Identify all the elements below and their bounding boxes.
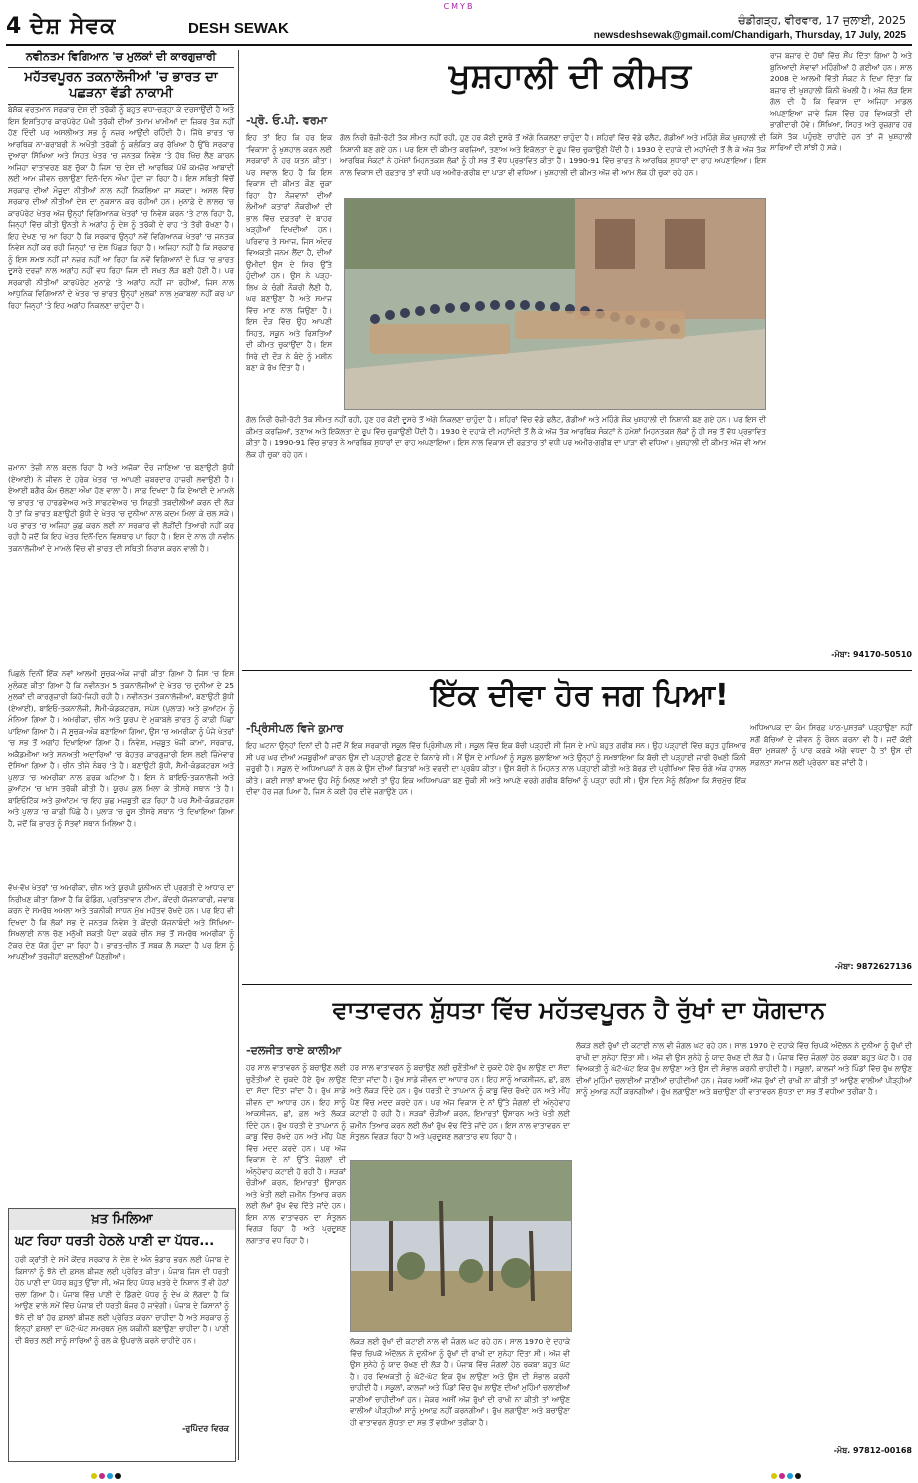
article-price-headline: ਖੁਸ਼ਹਾਲੀ ਦੀ ਕੀਮਤ: [449, 56, 691, 96]
header-date-punjabi: ਚੰਡੀਗੜ੍ਹ, ਵੀਰਵਾਰ, 17 ਜੁਲਾਈ, 2025: [738, 14, 906, 27]
article-price-author-note: -ਮੋਬਾ: 94170-50510: [831, 650, 912, 659]
article-diva-author-note: -ਮੋਬਾ: 9872627136: [834, 962, 912, 971]
article-price-body-left: ਇਹ ਤਾਂ ਇਹ ਕਿ ਹਰ ਇਕ 'ਵਿਕਾਸ' ਨੂੰ ਖੁਸ਼ਹਾਲ ਕਰਨ ਲਈ ਸਰਕਾਰਾਂ ਨੇ ਹਰ ਯਤਨ ਕੀਤਾ। ਪਰ ਸਵਾਲ ਇਹ ਹੈ ਕਿ ਇਸ ਵਿਕਾਸ ਦੀ ਕੀਮਤ ਕੌਣ ਚੁਕਾ ਰਿਹਾ ਹੈ? ਨੌਜਵਾਨਾਂ ਦੀਆਂ ਲੰਮੀਆਂ ਕਤਾਰਾਂ ਨੌਕਰੀਆਂ ਦੀ ਭਾਲ ਵਿੱਚ ਦਫ਼ਤਰਾਂ ਦੇ ਬਾਹਰ ਖੜ੍ਹੀਆਂ ਦਿਖਦੀਆਂ ਹਨ। ਪਰਿਵਾਰ ਤੇ ਸਮਾਜ, ਜਿਸ ਅੰਦਰ ਵਿਅਕਤੀ ਜਨਮ ਲੈਂਦਾ ਹੈ, ਦੀਆਂ ਉਮੀਦਾਂ ਉਸ ਦੇ ਸਿਰ ਉੱਤੇ ਹੁੰਦੀਆਂ ਹਨ। ਉਸ ਨੇ ਪੜ੍ਹ-ਲਿਖ ਕੇ ਚੰਗੀ ਨੌਕਰੀ ਲੈਣੀ ਹੈ, ਘਰ ਬਣਾਉਣਾ ਹੈ ਅਤੇ ਸਮਾਜ ਵਿੱਚ ਮਾਣ ਨਾਲ ਜਿਉਣਾ ਹੈ। ਇਸ ਦੌੜ ਵਿੱਚ ਉਹ ਆਪਣੀ ਸਿਹਤ, ਸਕੂਨ ਅਤੇ ਰਿਸ਼ਤਿਆਂ ਦੀ ਕੀਮਤ ਚੁਕਾਉਂਦਾ ਹੈ। ਇਸ ਸਿਰੇ ਦੀ ਦੌੜ ਨੇ ਬੰਦੇ ਨੂੰ ਮਸ਼ੀਨ ਬਣਾ ਕੇ ਰੱਖ ਦਿੱਤਾ ਹੈ।: [246, 133, 332, 372]
article-trees-body-mid: ਹਰ ਸਾਲ ਵਾਤਾਵਰਨ ਨੂੰ ਬਚਾਉਣ ਲਈ ਚੁਣੌਤੀਆਂ ਦੇ ਚੁਕਦੇ ਹੋਏ ਰੁੱਖ ਲਾਉਣ ਦਾ ਸੱਦਾ ਦਿੱਤਾ ਜਾਂਦਾ ਹੈ। ਰੁੱਖ ਸਾਡੇ ਜੀਵਨ ਦਾ ਆਧਾਰ ਹਨ। ਇਹ ਸਾਨੂੰ ਆਕਸੀਜਨ, ਛਾਂ, ਫ਼ਲ ਅਤੇ ਲੱਕੜ ਦਿੰਦੇ ਹਨ। ਰੁੱਖ ਧਰਤੀ ਦੇ ਤਾਪਮਾਨ ਨੂੰ ਕਾਬੂ ਵਿੱਚ ਰੱਖਦੇ ਹਨ ਅਤੇ ਮੀਂਹ ਪੈਣ ਵਿੱਚ ਮਦਦ ਕਰਦੇ ਹਨ। ਪਰ ਅੱਜ ਵਿਕਾਸ ਦੇ ਨਾਂ ਉੱਤੇ ਜੰਗਲਾਂ ਦੀ ਅੰਨ੍ਹੇਵਾਹ ਕਟਾਈ ਹੋ ਰਹੀ ਹੈ। ਸੜਕਾਂ ਚੌੜੀਆਂ ਕਰਨ, ਇਮਾਰਤਾਂ ਉਸਾਰਨ ਅਤੇ ਖੇਤੀ ਲਈ ਜ਼ਮੀਨ ਤਿਆਰ ਕਰਨ ਲਈ ਲੱਖਾਂ ਰੁੱਖ ਵੱਢ ਦਿੱਤੇ ਜਾਂਦੇ ਹਨ। ਇਸ ਨਾਲ ਵਾਤਾਵਰਨ ਦਾ ਸੰਤੁਲਨ ਵਿਗੜ ਰਿਹਾ ਹੈ ਅਤੇ ਪ੍ਰਦੂਸ਼ਣ ਲਗਾਤਾਰ ਵਧ ਰਿਹਾ ਹੈ।: [350, 1063, 571, 1141]
deforestation-photo: [350, 1160, 572, 1332]
editorial-kicker: ਨਵੀਨਤਮ ਵਿਗਿਆਨ 'ਚ ਮੁਲਕਾਂ ਦੀ ਕਾਰਗੁਜ਼ਾਰੀ: [25, 50, 217, 63]
article-trees-headline: ਵਾਤਾਵਰਨ ਸ਼ੁੱਧਤਾ ਵਿੱਚ ਮਹੱਤਵਪੂਰਨ ਹੈ ਰੁੱਖਾਂ ਦਾ ਯੋਗਦਾਨ: [332, 996, 826, 1024]
queue-photo-graphic: [345, 199, 765, 409]
article-trees-byline: -ਦਲਜੀਤ ਰਾਏ ਕਾਲੀਆ: [246, 1044, 342, 1057]
letters-body: ਹਰੀ ਕ੍ਰਾਂਤੀ ਦੇ ਸਮੇਂ ਕੇਂਦਰ ਸਰਕਾਰ ਨੇ ਦੇਸ਼ ਦੇ ਅੰਨ ਭੰਡਾਰ ਭਰਨ ਲਈ ਪੰਜਾਬ ਦੇ ਕਿਸਾਨਾਂ ਨੂੰ ਝੋਨੇ ਦੀ ਫ਼ਸਲ ਬੀਜਣ ਲਈ ਪ੍ਰੇਰਿਤ ਕੀਤਾ। ਪੰਜਾਬ ਜਿਸ ਦੀ ਧਰਤੀ ਹੇਠ ਪਾਣੀ ਦਾ ਪੱਧਰ ਬਹੁਤ ਉੱਚਾ ਸੀ, ਅੱਜ ਇਹ ਪੱਧਰ ਖ਼ਤਰੇ ਦੇ ਨਿਸ਼ਾਨ ਤੋਂ ਵੀ ਹੇਠਾਂ ਚਲਾ ਗਿਆ ਹੈ। ਪੰਜਾਬ ਵਿੱਚ ਪਾਣੀ ਦੇ ਡਿੱਗਦੇ ਪੱਧਰ ਨੂੰ ਦੇਖ ਕੇ ਲੱਗਦਾ ਹੈ ਕਿ ਆਉਣ ਵਾਲੇ ਸਮੇਂ ਵਿੱਚ ਪੰਜਾਬ ਦੀ ਧਰਤੀ ਬੰਜਰ ਹੋ ਜਾਵੇਗੀ। ਪੰਜਾਬ ਦੇ ਕਿਸਾਨਾਂ ਨੂੰ ਝੋਨੇ ਦੀ ਥਾਂ ਹੋਰ ਫ਼ਸਲਾਂ ਬੀਜਣ ਲਈ ਪ੍ਰੇਰਿਤ ਕਰਨਾ ਚਾਹੀਦਾ ਹੈ ਅਤੇ ਸਰਕਾਰ ਨੂੰ ਇਨ੍ਹਾਂ ਫ਼ਸਲਾਂ ਦਾ ਘੱਟੋ-ਘੱਟ ਸਮਰਥਨ ਮੁੱਲ ਯਕੀਨੀ ਬਣਾਉਣਾ ਚਾਹੀਦਾ ਹੈ। ਪਾਣੀ ਦੀ ਬੱਚਤ ਲਈ ਸਾਨੂੰ ਸਾਰਿਆਂ ਨੂੰ ਰਲ ਕੇ ਉਪਰਾਲੇ ਕਰਨੇ ਚਾਹੀਦੇ ਹਨ।: [15, 1255, 229, 1345]
registration-mark: CMYB: [443, 2, 475, 11]
article-trees-body-right: ਲੱਕੜ ਲਈ ਰੁੱਖਾਂ ਦੀ ਕਟਾਈ ਨਾਲ ਵੀ ਜੰਗਲ ਘਟ ਰਹੇ ਹਨ। ਸਾਲ 1970 ਦੇ ਦਹਾਕੇ ਵਿੱਚ ਚਿਪਕੋ ਅੰਦੋਲਨ ਨੇ ਦੁਨੀਆ ਨੂੰ ਰੁੱਖਾਂ ਦੀ ਰਾਖੀ ਦਾ ਸੁਨੇਹਾ ਦਿੱਤਾ ਸੀ। ਅੱਜ ਵੀ ਉਸ ਸੁਨੇਹੇ ਨੂੰ ਯਾਦ ਰੱਖਣ ਦੀ ਲੋੜ ਹੈ। ਪੰਜਾਬ ਵਿੱਚ ਜੰਗਲਾਂ ਹੇਠ ਰਕਬਾ ਬਹੁਤ ਘੱਟ ਹੈ। ਹਰ ਵਿਅਕਤੀ ਨੂੰ ਘੱਟੋ-ਘੱਟ ਇਕ ਰੁੱਖ ਲਾਉਣਾ ਅਤੇ ਉਸ ਦੀ ਸੰਭਾਲ ਕਰਨੀ ਚਾਹੀਦੀ ਹੈ। ਸਕੂਲਾਂ, ਕਾਲਜਾਂ ਅਤੇ ਪਿੰਡਾਂ ਵਿੱਚ ਰੁੱਖ ਲਾਉਣ ਦੀਆਂ ਮੁਹਿੰਮਾਂ ਚਲਾਈਆਂ ਜਾਣੀਆਂ ਚਾਹੀਦੀਆਂ ਹਨ। ਜੇਕਰ ਅਸੀਂ ਅੱਜ ਰੁੱਖਾਂ ਦੀ ਰਾਖੀ ਨਾ ਕੀਤੀ ਤਾਂ ਆਉਣ ਵਾਲੀਆਂ ਪੀੜ੍ਹੀਆਂ ਸਾਨੂੰ ਮੁਆਫ਼ ਨਹੀਂ ਕਰਨਗੀਆਂ। ਰੁੱਖ ਲਗਾਉਣਾ ਅਤੇ ਬਚਾਉਣਾ ਹੀ ਵਾਤਾਵਰਨ ਸ਼ੁੱਧਤਾ ਦਾ ਸਭ ਤੋਂ ਵਧੀਆ ਤਰੀਕਾ ਹੈ।: [576, 1041, 912, 1096]
section-rule: [242, 670, 912, 671]
editorial-headline: ਮਹੱਤਵਪੂਰਨ ਤਕਨਾਲੋਜੀਆਂ 'ਚ ਭਾਰਤ ਦਾ ਪਛੜਨਾ ਵੱਡੀ ਨਾਕਾਮੀ: [8, 67, 234, 105]
article-price-body-continued: ਗੱਲ ਨਿਰੀ ਰੋਜ਼ੀ-ਰੋਟੀ ਤੱਕ ਸੀਮਤ ਨਹੀਂ ਰਹੀ, ਹੁਣ ਹਰ ਕੋਈ ਦੂਸਰੇ ਤੋਂ ਅੱਗੇ ਨਿਕਲਣਾ ਚਾਹੁੰਦਾ ਹੈ। ਸ਼ਹਿਰਾਂ ਵਿੱਚ ਵੱਡੇ ਫਲੈਟ, ਗੱਡੀਆਂ ਅਤੇ ਮਹਿੰਗੇ ਸ਼ੌਕ ਖੁਸ਼ਹਾਲੀ ਦੀ ਨਿਸ਼ਾਨੀ ਬਣ ਗਏ ਹਨ। ਪਰ ਇਸ ਦੀ ਕੀਮਤ ਕਰਜ਼ਿਆਂ, ਤਣਾਅ ਅਤੇ ਇਕੱਲਤਾ ਦੇ ਰੂਪ ਵਿੱਚ ਚੁਕਾਉਣੀ ਪੈਂਦੀ ਹੈ। 1930 ਦੇ ਦਹਾਕੇ ਦੀ ਮਹਾਂਮੰਦੀ ਤੋਂ ਲੈ ਕੇ ਅੱਜ ਤੱਕ ਆਰਥਿਕ ਸੰਕਟਾਂ ਨੇ ਹਮੇਸ਼ਾਂ ਮਿਹਨਤਕਸ਼ ਲੋਕਾਂ ਨੂੰ ਹੀ ਸਭ ਤੋਂ ਵੱਧ ਪ੍ਰਭਾਵਿਤ ਕੀਤਾ ਹੈ। 1990-91 ਵਿੱਚ ਭਾਰਤ ਨੇ ਆਰਥਿਕ ਸੁਧਾਰਾਂ ਦਾ ਰਾਹ ਅਪਣਾਇਆ। ਇਸ ਨਾਲ ਵਿਕਾਸ ਦੀ ਰਫ਼ਤਾਰ ਤਾਂ ਵਧੀ ਪਰ ਅਮੀਰ-ਗਰੀਬ ਦਾ ਪਾੜਾ ਵੀ ਵਧਿਆ। ਖੁਸ਼ਹਾਲੀ ਦੀ ਕੀਮਤ ਅੱਜ ਵੀ ਆਮ ਲੋਕ ਹੀ ਚੁਕਾ ਰਹੇ ਹਨ।: [246, 415, 766, 459]
article-trees-body-left: ਹਰ ਸਾਲ ਵਾਤਾਵਰਨ ਨੂੰ ਬਚਾਉਣ ਲਈ ਚੁਣੌਤੀਆਂ ਦੇ ਚੁਕਦੇ ਹੋਏ ਰੁੱਖ ਲਾਉਣ ਦਾ ਸੱਦਾ ਦਿੱਤਾ ਜਾਂਦਾ ਹੈ। ਰੁੱਖ ਸਾਡੇ ਜੀਵਨ ਦਾ ਆਧਾਰ ਹਨ। ਇਹ ਸਾਨੂੰ ਆਕਸੀਜਨ, ਛਾਂ, ਫ਼ਲ ਅਤੇ ਲੱਕੜ ਦਿੰਦੇ ਹਨ। ਰੁੱਖ ਧਰਤੀ ਦੇ ਤਾਪਮਾਨ ਨੂੰ ਕਾਬੂ ਵਿੱਚ ਰੱਖਦੇ ਹਨ ਅਤੇ ਮੀਂਹ ਪੈਣ ਵਿੱਚ ਮਦਦ ਕਰਦੇ ਹਨ। ਪਰ ਅੱਜ ਵਿਕਾਸ ਦੇ ਨਾਂ ਉੱਤੇ ਜੰਗਲਾਂ ਦੀ ਅੰਨ੍ਹੇਵਾਹ ਕਟਾਈ ਹੋ ਰਹੀ ਹੈ। ਸੜਕਾਂ ਚੌੜੀਆਂ ਕਰਨ, ਇਮਾਰਤਾਂ ਉਸਾਰਨ ਅਤੇ ਖੇਤੀ ਲਈ ਜ਼ਮੀਨ ਤਿਆਰ ਕਰਨ ਲਈ ਲੱਖਾਂ ਰੁੱਖ ਵੱਢ ਦਿੱਤੇ ਜਾਂਦੇ ਹਨ। ਇਸ ਨਾਲ ਵਾਤਾਵਰਨ ਦਾ ਸੰਤੁਲਨ ਵਿਗੜ ਰਿਹਾ ਹੈ ਅਤੇ ਪ੍ਰਦੂਸ਼ਣ ਲਗਾਤਾਰ ਵਧ ਰਿਹਾ ਹੈ।: [246, 1063, 346, 1245]
article-price-byline: -ਪ੍ਰੋ. ਓ.ਪੀ. ਵਰਮਾ: [246, 114, 328, 127]
article-price-body-mid: ਗੱਲ ਨਿਰੀ ਰੋਜ਼ੀ-ਰੋਟੀ ਤੱਕ ਸੀਮਤ ਨਹੀਂ ਰਹੀ, ਹੁਣ ਹਰ ਕੋਈ ਦੂਸਰੇ ਤੋਂ ਅੱਗੇ ਨਿਕਲਣਾ ਚਾਹੁੰਦਾ ਹੈ। ਸ਼ਹਿਰਾਂ ਵਿੱਚ ਵੱਡੇ ਫਲੈਟ, ਗੱਡੀਆਂ ਅਤੇ ਮਹਿੰਗੇ ਸ਼ੌਕ ਖੁਸ਼ਹਾਲੀ ਦੀ ਨਿਸ਼ਾਨੀ ਬਣ ਗਏ ਹਨ। ਪਰ ਇਸ ਦੀ ਕੀਮਤ ਕਰਜ਼ਿਆਂ, ਤਣਾਅ ਅਤੇ ਇਕੱਲਤਾ ਦੇ ਰੂਪ ਵਿੱਚ ਚੁਕਾਉਣੀ ਪੈਂਦੀ ਹੈ। 1930 ਦੇ ਦਹਾਕੇ ਦੀ ਮਹਾਂਮੰਦੀ ਤੋਂ ਲੈ ਕੇ ਅੱਜ ਤੱਕ ਆਰਥਿਕ ਸੰਕਟਾਂ ਨੇ ਹਮੇਸ਼ਾਂ ਮਿਹਨਤਕਸ਼ ਲੋਕਾਂ ਨੂੰ ਹੀ ਸਭ ਤੋਂ ਵੱਧ ਪ੍ਰਭਾਵਿਤ ਕੀਤਾ ਹੈ। 1990-91 ਵਿੱਚ ਭਾਰਤ ਨੇ ਆਰਥਿਕ ਸੁਧਾਰਾਂ ਦਾ ਰਾਹ ਅਪਣਾਇਆ। ਇਸ ਨਾਲ ਵਿਕਾਸ ਦੀ ਰਫ਼ਤਾਰ ਤਾਂ ਵਧੀ ਪਰ ਅਮੀਰ-ਗਰੀਬ ਦਾ ਪਾੜਾ ਵੀ ਵਧਿਆ। ਖੁਸ਼ਹਾਲੀ ਦੀ ਕੀਮਤ ਅੱਜ ਵੀ ਆਮ ਲੋਕ ਹੀ ਚੁਕਾ ਰਹੇ ਹਨ।: [340, 133, 766, 177]
editorial-body-3: ਪਿਛਲੇ ਦਿਨੀਂ ਇੱਕ ਨਵਾਂ ਆਲਮੀ ਸੂਚਕ-ਅੰਕ ਜਾਰੀ ਕੀਤਾ ਗਿਆ ਹੈ ਜਿਸ 'ਚ ਇਸ ਮੁਲੰਕਣ ਕੀਤਾ ਗਿਆ ਹੈ ਕਿ ਨਵੀਨਤਮ 5 ਤਕਨਾਲੋਜੀਆਂ ਦੇ ਖੇਤਰ 'ਚ ਦੁਨੀਆ ਦੇ 25 ਮੁਲਕਾਂ ਦੀ ਕਾਰਗੁਜ਼ਾਰੀ ਕਿਹੋ-ਜਿਹੀ ਰਹੀ ਹੈ। ਨਵੀਨਤਮ ਤਕਨਾਲੋਜੀਆਂ, ਬਣਾਉਟੀ ਬੁੱਧੀ (ਏਆਈ), ਬਾਇਓ-ਤਕਨਾਲੋਜੀ, ਸੈਮੀ-ਕੰਡਕਟਰਸ, ਸਪੇਸ (ਪੁਲਾੜ) ਅਤੇ ਕੁਆਂਟਮ ਨੂੰ ਮੰਨਿਆ ਗਿਆ ਹੈ। ਅਮਰੀਕਾ, ਚੀਨ ਅਤੇ ਯੂਰਪ ਦੇ ਮੁਕਾਬਲੇ ਭਾਰਤ ਨੂੰ ਕਾਫ਼ੀ ਪਿੱਛਾ ਪਾਇਆ ਗਿਆ ਹੈ। ਜੋ ਸੂਚਕ-ਅੰਕ ਬਣਾਇਆ ਗਿਆ, ਉਸ 'ਚ ਅਮਰੀਕਾ ਨੂੰ ਪੰਜੇ ਖੇਤਰਾਂ 'ਚ ਸਭ ਤੋਂ ਅਗਾਂਹ ਦਿਖਾਇਆ ਗਿਆ ਹੈ। ਨਿਵੇਸ਼, ਮਜ਼ਬੂਤ ਖੋਜੀ ਕਾਮਾ, ਸਰਕਾਰ, ਅਕੈਡਮੀਆ ਅਤੇ ਸਨਅਤੀ ਅਦਾਰਿਆਂ 'ਚ ਬੇਹਤਰ ਕਾਰਗੁਜ਼ਾਰੀ ਇਸ ਲਈ ਜ਼ਿੰਮੇਵਾਰ ਦੱਸਿਆ ਗਿਆ ਹੈ। ਚੀਨ ਤੀਜੇ ਨੰਬਰ 'ਤੇ ਹੈ। ਬਣਾਉਟੀ ਬੁੱਧੀ, ਸੈਮੀ-ਕੰਡਕਟਰਸ ਅਤੇ ਪੁਲਾੜ 'ਚ ਅਮਰੀਕਾ ਨਾਲ ਫ਼ਰਕ ਘਟਿਆ ਹੈ। ਇਸ ਨੇ ਬਾਇਓ-ਤਕਨਾਲੋਜੀ ਅਤੇ ਕੁਆਂਟਮ 'ਚ ਖ਼ਾਸ ਤਰੱਕੀ ਕੀਤੀ ਹੈ। ਯੂਰਪ ਕੁਲ ਮਿਲਾ ਕੇ ਤੀਸਰੇ ਸਥਾਨ 'ਤੇ ਹੈ। ਬਾਇਓਟਿੱਕ ਅਤੇ ਕੁਆਂਟਮ 'ਚ ਇਹ ਕੁਛ ਮਜ਼ਬੂਤੀ ਫੜ ਰਿਹਾ ਹੈ ਪਰ ਸੈਮੀ-ਕੰਡਕਟਰਸ ਅਤੇ ਪੁਲਾੜ 'ਚ ਕਾਫ਼ੀ ਪਿੱਛੇ ਹੈ। ਪੁਲਾੜ 'ਚ ਰੂਸ ਤੀਸਰੇ ਸਥਾਨ 'ਤੇ ਦਿਖਾਇਆ ਗਿਆ ਹੈ, ਜਦੋਂ ਕਿ ਭਾਰਤ ਨੂੰ ਸੱਤਵਾਂ ਸਥਾਨ ਮਿਲਿਆ ਹੈ।: [8, 669, 234, 828]
article-price-body-right: ਰਾਜ ਬਜ਼ਾਰ ਦੇ ਹੱਥਾਂ ਵਿੱਚ ਸੌਂਪ ਦਿੱਤਾ ਗਿਆ ਹੈ ਅਤੇ ਬੁਨਿਆਦੀ ਸੇਵਾਵਾਂ ਮਹਿੰਗੀਆਂ ਹੋ ਗਈਆਂ ਹਨ। ਸਾਲ 2008 ਦੇ ਆਲਮੀ ਵਿੱਤੀ ਸੰਕਟ ਨੇ ਦਿਖਾ ਦਿੱਤਾ ਕਿ ਬਜ਼ਾਰ ਦੀ ਖੁਸ਼ਹਾਲੀ ਕਿੰਨੀ ਖੋਖਲੀ ਹੈ। ਅੱਜ ਲੋੜ ਇਸ ਗੱਲ ਦੀ ਹੈ ਕਿ ਵਿਕਾਸ ਦਾ ਅਜਿਹਾ ਮਾਡਲ ਅਪਣਾਇਆ ਜਾਵੇ ਜਿਸ ਵਿੱਚ ਹਰ ਵਿਅਕਤੀ ਦੀ ਭਾਗੀਦਾਰੀ ਹੋਵੇ। ਸਿੱਖਿਆ, ਸਿਹਤ ਅਤੇ ਰੁਜ਼ਗਾਰ ਹਰ ਕਿਸੇ ਤੱਕ ਪਹੁੰਚਣੇ ਚਾਹੀਦੇ ਹਨ ਤਾਂ ਜੋ ਖੁਸ਼ਹਾਲੀ ਸਾਰਿਆਂ ਦੀ ਸਾਂਝੀ ਹੋ ਸਕੇ।: [770, 51, 912, 152]
page-number: 4: [6, 14, 22, 39]
masthead-punjabi: ਦੇਸ਼ ਸੇਵਕ: [30, 14, 117, 39]
article-diva-body-2: ਅਧਿਆਪਕ ਦਾ ਕੰਮ ਸਿਰਫ਼ ਪਾਠ-ਪੁਸਤਕਾਂ ਪੜ੍ਹਾਉਣਾ ਨਹੀਂ ਸਗੋਂ ਬੱਚਿਆਂ ਦੇ ਜੀਵਨ ਨੂੰ ਰੌਸ਼ਨ ਕਰਨਾ ਵੀ ਹੈ। ਜਦੋਂ ਕੋਈ ਬੱਚਾ ਮੁਸ਼ਕਲਾਂ ਨੂੰ ਪਾਰ ਕਰਕੇ ਅੱਗੇ ਵਧਦਾ ਹੈ ਤਾਂ ਉਸ ਦੀ ਸਫ਼ਲਤਾ ਸਮਾਜ ਲਈ ਪ੍ਰੇਰਨਾ ਬਣ ਜਾਂਦੀ ਹੈ।: [750, 723, 912, 767]
registration-dots-left: [90, 1464, 122, 1483]
editorial-body-1: ਬੇਸ਼ੱਕ ਵਰਤਮਾਨ ਸਰਕਾਰ ਦੇਸ਼ ਦੀ ਤਰੱਕੀ ਨੂੰ ਬਹੁਤ ਵਧਾ-ਚੜ੍ਹਾ ਕੇ ਦਰਸਾਉਂਦੀ ਹੈ ਅਤੇ ਇਸ ਇਸ਼ਤਿਹਾਰ ਕਾਰਪੋਰੇਟ ਪੱਖੀ ਤਰੱਕੀ ਦੀਆਂ ਤਮਾਮ ਖਾਮੀਆਂ ਦਾ ਜ਼ਿਕਰ ਤੱਕ ਨਹੀਂ ਹੋਣ ਦਿੰਦੀ ਪਰ ਅਸਲੀਅਤ ਸਭ ਨੂੰ ਨਜ਼ਰ ਆਉਂਦੀ ਰਹਿੰਦੀ ਹੈ। ਜਿੱਥੇ ਭਾਰਤ 'ਚ ਆਰਥਿਕ ਨਾ-ਬਰਾਬਰੀ ਨੇ ਅਖੌਤੀ ਤਰੱਕੀ ਨੂੰ ਕਲੰਕਿਤ ਕਰ ਰੱਖਿਆ ਹੈ ਉੱਥੇ ਸਰਕਾਰ ਦੁਆਰਾ ਸਿੱਖਿਆ ਅਤੇ ਸਿਹਤ ਖੇਤਰ 'ਚ ਜਨਤਕ ਨਿਵੇਸ਼ 'ਤੇ ਹੱਥ ਖਿੱਚ ਲੈਣ ਕਾਰਨ ਅਜਿਹਾ ਵਾਤਾਵਰਣ ਬਣ ਚੁੱਕਾ ਹੈ ਜਿਸ 'ਚ ਦੇਸ਼ ਦੀ ਆਰਥਿਕ ਪੱਖੋਂ ਕਮਜ਼ੋਰ ਆਬਾਦੀ ਲਈ ਆਮ ਜੀਵਨ ਚਲਾਉਣਾ ਦਿਨੋ-ਦਿਨ ਔਖਾ ਹੁੰਦਾ ਜਾ ਰਿਹਾ ਹੈ। ਇਸ ਸਥਿਤੀ ਵਿੱਚੋਂ ਸਰਕਾਰ ਦੀਆਂ ਮੌਜੂਦਾ ਨੀਤੀਆਂ ਨਾਲ ਨਹੀਂ ਨਿਕਲਿਆ ਜਾ ਸਕਦਾ। ਅਸਲ ਵਿੱਚ ਸਰਕਾਰ ਦੀਆਂ ਨੀਤੀਆਂ ਦੇਸ਼ ਦਾ ਨੁਕਸਾਨ ਕਰ ਰਹੀਆਂ ਹਨ। ਮੁਨਾਫ਼ੇ ਦੇ ਲਾਲਚ 'ਚ ਕਾਰਪੋਰੇਟ ਖੇਤਰ ਅੱਜ ਉਨ੍ਹਾਂ ਵਿਗਿਆਨਕ ਖੇਤਰਾਂ 'ਚ ਨਿਵੇਸ਼ ਕਰਨ 'ਤੇ ਟਾਲ ਰਿਹਾ ਹੈ, ਜਿਨ੍ਹਾਂ ਵਿੱਚ ਕੀਤੀ ਉਨਤੀ ਨੇ ਅਗਾਂਹ ਨੂੰ ਦੇਸ਼ ਨੂੰ ਤਰੱਕੀ ਦੇ ਰਾਹ 'ਤੇ ਤੋਰੀ ਰੱਖਣਾ ਹੈ। ਇਹ ਦੇਖਣ 'ਚ ਆ ਰਿਹਾ ਹੈ ਕਿ ਸਰਕਾਰ ਉਨ੍ਹਾਂ ਨਵੇਂ ਵਿਗਿਆਨਕ ਖੇਤਰਾਂ 'ਚ ਜਨਤਕ ਨਿਵੇਸ਼ ਨਹੀਂ ਕਰ ਰਹੀ ਜਿਨ੍ਹਾਂ 'ਚ ਦੇਸ਼ ਪਿੱਛੜ ਰਿਹਾ ਹੈ। ਅਜਿਹਾ ਨਹੀਂ ਹੈ ਕਿ ਸਰਕਾਰ ਨੂੰ ਇਸ ਸਮਝ ਨਹੀਂ ਜਾਂ ਨਜ਼ਰ ਨਹੀਂ ਆ ਰਿਹਾ ਕਿ ਨਵੇਂ ਵਿਗਿਆਨਾਂ ਦੇ ਪਿੜ 'ਚ ਭਾਰਤ ਦੂਸਰੇ ਦਰਜ਼ਾਂ ਨਾਲ ਅਗਾਂਹ ਨਹੀਂ ਵਧ ਰਿਹਾ ਜਿਸ ਦੀ ਸਖ਼ਤ ਲੋੜ ਬਣੀ ਹੋਈ ਹੈ। ਪਰ ਸਰਕਾਰੀ ਨੀਤੀਆਂ ਕਾਰਪੋਰੇਟ ਮੁਨਾਫ਼ੇ 'ਤੇ ਅਗਾਂਹ ਨਹੀਂ ਜਾ ਰਹੀਆਂ, ਜਿਸ ਨਾਲ ਆਧੁਨਿਕ ਵਿਗਿਆਨਾਂ ਦੇ ਖੇਤਰ 'ਚ ਭਾਰਤ ਉਨ੍ਹਾਂ ਮੁਲਕਾਂ ਨਾਲ ਮੁਕਾਬਲਾ ਨਹੀਂ ਕਰ ਪਾ ਰਿਹਾ ਜਿਨ੍ਹਾਂ 'ਤੇ ਇਹ ਅਗਾਂਹ ਨਿਕਲਣਾ ਚਾਹੁੰਦਾ ਹੈ।: [8, 105, 234, 310]
article-diva-byline: -ਪ੍ਰਿੰਸੀਪਲ ਵਿਜੇ ਕੁਮਾਰ: [246, 722, 344, 735]
letters-signature: -ਰੁਪਿੰਦਰ ਵਿਰਕ: [181, 1424, 229, 1433]
header-rule: [6, 44, 912, 46]
article-trees-body-lower: ਲੱਕੜ ਲਈ ਰੁੱਖਾਂ ਦੀ ਕਟਾਈ ਨਾਲ ਵੀ ਜੰਗਲ ਘਟ ਰਹੇ ਹਨ। ਸਾਲ 1970 ਦੇ ਦਹਾਕੇ ਵਿੱਚ ਚਿਪਕੋ ਅੰਦੋਲਨ ਨੇ ਦੁਨੀਆ ਨੂੰ ਰੁੱਖਾਂ ਦੀ ਰਾਖੀ ਦਾ ਸੁਨੇਹਾ ਦਿੱਤਾ ਸੀ। ਅੱਜ ਵੀ ਉਸ ਸੁਨੇਹੇ ਨੂੰ ਯਾਦ ਰੱਖਣ ਦੀ ਲੋੜ ਹੈ। ਪੰਜਾਬ ਵਿੱਚ ਜੰਗਲਾਂ ਹੇਠ ਰਕਬਾ ਬਹੁਤ ਘੱਟ ਹੈ। ਹਰ ਵਿਅਕਤੀ ਨੂੰ ਘੱਟੋ-ਘੱਟ ਇਕ ਰੁੱਖ ਲਾਉਣਾ ਅਤੇ ਉਸ ਦੀ ਸੰਭਾਲ ਕਰਨੀ ਚਾਹੀਦੀ ਹੈ। ਸਕੂਲਾਂ, ਕਾਲਜਾਂ ਅਤੇ ਪਿੰਡਾਂ ਵਿੱਚ ਰੁੱਖ ਲਾਉਣ ਦੀਆਂ ਮੁਹਿੰਮਾਂ ਚਲਾਈਆਂ ਜਾਣੀਆਂ ਚਾਹੀਦੀਆਂ ਹਨ। ਜੇਕਰ ਅਸੀਂ ਅੱਜ ਰੁੱਖਾਂ ਦੀ ਰਾਖੀ ਨਾ ਕੀਤੀ ਤਾਂ ਆਉਣ ਵਾਲੀਆਂ ਪੀੜ੍ਹੀਆਂ ਸਾਨੂੰ ਮੁਆਫ਼ ਨਹੀਂ ਕਰਨਗੀਆਂ। ਰੁੱਖ ਲਗਾਉਣਾ ਅਤੇ ਬਚਾਉਣਾ ਹੀ ਵਾਤਾਵਰਨ ਸ਼ੁੱਧਤਾ ਦਾ ਸਭ ਤੋਂ ਵਧੀਆ ਤਰੀਕਾ ਹੈ।: [350, 1337, 570, 1427]
header-email-date: newsdeshsewak@gmail.com/Chandigarh, Thursday, 17 July, 2025: [593, 30, 906, 41]
registration-dots-right: [770, 1464, 802, 1483]
letters-box: [8, 1208, 236, 1462]
letters-headline: ਘਟ ਰਿਹਾ ਧਰਤੀ ਹੇਠਲੇ ਪਾਣੀ ਦਾ ਪੱਧਰ...: [15, 1234, 215, 1249]
editorial: [8, 50, 234, 105]
column-divider: [238, 50, 239, 1460]
article-trees-author-note: -ਮੋਬ. 97812-00168: [833, 1446, 912, 1455]
masthead-english: DESH SEWAK: [188, 20, 289, 37]
deforestation-photo-graphic: [351, 1161, 571, 1331]
article-diva-body: ਇਹ ਘਟਨਾ ਉਨ੍ਹਾਂ ਦਿਨਾਂ ਦੀ ਹੈ ਜਦੋਂ ਮੈਂ ਇਕ ਸਰਕਾਰੀ ਸਕੂਲ ਵਿੱਚ ਪ੍ਰਿੰਸੀਪਲ ਸੀ। ਸਕੂਲ ਵਿੱਚ ਇਕ ਬੱਚੀ ਪੜ੍ਹਦੀ ਸੀ ਜਿਸ ਦੇ ਮਾਪੇ ਬਹੁਤ ਗਰੀਬ ਸਨ। ਉਹ ਪੜ੍ਹਾਈ ਵਿੱਚ ਬਹੁਤ ਹੁਸ਼ਿਆਰ ਸੀ ਪਰ ਘਰ ਦੀਆਂ ਮਜਬੂਰੀਆਂ ਕਾਰਨ ਉਸ ਦੀ ਪੜ੍ਹਾਈ ਛੁੱਟਣ ਦੇ ਕਿਨਾਰੇ ਸੀ। ਮੈਂ ਉਸ ਦੇ ਮਾਪਿਆਂ ਨੂੰ ਸਕੂਲ ਬੁਲਾਇਆ ਅਤੇ ਉਨ੍ਹਾਂ ਨੂੰ ਸਮਝਾਇਆ ਕਿ ਬੱਚੀ ਦੀ ਪੜ੍ਹਾਈ ਜਾਰੀ ਰੱਖਣੀ ਕਿੰਨੀ ਜ਼ਰੂਰੀ ਹੈ। ਸਕੂਲ ਦੇ ਅਧਿਆਪਕਾਂ ਨੇ ਰਲ ਕੇ ਉਸ ਦੀਆਂ ਕਿਤਾਬਾਂ ਅਤੇ ਵਰਦੀ ਦਾ ਪ੍ਰਬੰਧ ਕੀਤਾ। ਉਸ ਬੱਚੀ ਨੇ ਮਿਹਨਤ ਨਾਲ ਪੜ੍ਹਾਈ ਕੀਤੀ ਅਤੇ ਬੋਰਡ ਦੀ ਪ੍ਰੀਖਿਆ ਵਿੱਚ ਚੰਗੇ ਅੰਕ ਹਾਸਲ ਕੀਤੇ। ਕਈ ਸਾਲਾਂ ਬਾਅਦ ਉਹ ਮੈਨੂੰ ਮਿਲਣ ਆਈ ਤਾਂ ਉਹ ਇਕ ਅਧਿਆਪਕਾ ਬਣ ਚੁੱਕੀ ਸੀ ਅਤੇ ਆਪਣੇ ਵਰਗੇ ਗਰੀਬ ਬੱਚਿਆਂ ਨੂੰ ਪੜ੍ਹਾ ਰਹੀ ਸੀ। ਉਸ ਦਿਨ ਮੈਨੂੰ ਲੱਗਿਆ ਕਿ ਸੱਚਮੁੱਚ ਇੱਕ ਦੀਵਾ ਹੋਰ ਜਗ ਪਿਆ ਹੈ, ਜਿਸ ਨੇ ਕਈ ਹੋਰ ਦੀਵੇ ਜਗਾਉਣੇ ਹਨ।: [246, 741, 746, 796]
letters-box-title: ਖ਼ਤ ਮਿਲਿਆ: [9, 1209, 235, 1230]
queue-photo: [344, 198, 766, 410]
article-diva-headline: ਇੱਕ ਦੀਵਾ ਹੋਰ ਜਗ ਪਿਆ!: [431, 678, 729, 713]
editorial-body-4: ਵੱਖ-ਵੱਖ ਖੇਤਰਾਂ 'ਚ ਅਮਰੀਕਾ, ਚੀਨ ਅਤੇ ਯੂਰਪੀ ਯੂਨੀਅਨ ਦੀ ਪ੍ਰਗਤੀ ਦੇ ਆਧਾਰ ਦਾ ਨਿਰੀਖਣ ਕੀਤਾ ਗਿਆ ਹੈ ਕਿ ਫੰਡਿੰਗ, ਪ੍ਰਤਿਭਾਵਾਨ ਟੀਮਾ, ਕੇਂਦਰੀ ਯੋਜਨਾਕਾਰੀ, ਜਵਾਬ ਕਰਨ ਦੇ ਸਮਰੱਥ ਅਮਲਾ ਅਤੇ ਤਕਨੀਕੀ ਸਾਧਨ ਮੁੱਖ ਮਹੱਤਵ ਰੱਖਦੇ ਹਨ। ਪਰ ਇਹ ਵੀ ਦਿਖਦਾ ਹੈ ਕਿ ਲੋਕਾਂ ਸਭ ਦੇ ਜਨਤਕ ਨਿਵੇਸ਼ ਤੇ ਕੇਂਦਰੀ ਯੋਜਨਾਬੰਦੀ ਅਤੇ ਸਿੱਖਿਆ-ਸਿਖਲਾਈ ਨਾਲ ਚੋਣ ਮਨੁੱਖੀ ਸ਼ਕਤੀ ਪੈਦਾ ਕਰਕੇ ਚੀਨ ਸਭ ਤੋਂ ਸਮਰੱਥ ਅਮਰੀਕਾ ਨੂੰ ਟੱਕਰ ਦੇਣ ਯੋਗ ਹੁੰਦਾ ਜਾ ਰਿਹਾ ਹੈ। ਭਾਰਤ-ਚੀਨ ਤੋਂ ਸਬਕ ਲੈ ਸਕਦਾ ਹੈ ਪਰ ਇਸ ਨੂੰ ਆਪਣੀਆਂ ਤਰਜੀਹਾਂ ਬਦਲਣੀਆਂ ਪੈਣਗੀਆਂ।: [8, 883, 234, 961]
editorial-body-2: ਜ਼ਮਾਨਾ ਤੇਜ਼ੀ ਨਾਲ ਬਦਲ ਰਿਹਾ ਹੈ ਅਤੇ ਅਜੋਕਾ ਦੌਰ ਜਾਣਿਆ 'ਚ ਬਣਾਉਟੀ ਬੁੱਧੀ (ਏਆਈ) ਨੇ ਜੀਵਨ ਦੇ ਹਰੇਕ ਖੇਤਰ 'ਚ ਆਪਣੀ ਜ਼ਬਰਦਾਰ ਹਾਜ਼ਰੀ ਲਵਾਉਣੀ ਹੈ। ਏਆਈ ਬਗੈਰ ਕੰਮ ਚੱਲਣਾ ਔਖਾ ਹੋਣ ਵਾਲਾ ਹੈ। ਸਾਫ਼ ਦਿਖਦਾ ਹੈ ਕਿ ਏਆਈ ਦੇ ਮਾਮਲੇ 'ਚ ਭਾਰਤ 'ਚ ਹਾਰਡਵੇਅਰ ਅਤੇ ਸਾਫਟਵੇਅਰ 'ਚ ਸਿਫ਼ਤੀ ਤਬਦੀਲੀਆਂ ਕਰਨ ਦੀ ਲੋੜ ਹੈ ਤਾਂ ਕਿ ਭਾਰਤ ਬਣਾਉਟੀ ਬੁੱਧੀ ਦੇ ਖੇਤਰ 'ਚ ਦੁਨੀਆ ਨਾਲ ਕਦਮ ਮਿਲਾ ਕੇ ਚਲ ਸਕੇ। ਪਰ ਭਾਰਤ 'ਚ ਅਜਿਹਾ ਕੁਛ ਕਰਨ ਲਈ ਨਾ ਸਰਕਾਰ ਵੀ ਲੋੜੀਂਦੀ ਤਿਆਰੀ ਨਹੀਂ ਕਰ ਰਹੀ ਹੈ ਜਦੋਂ ਕਿ ਇਹ ਖੇਤਰ ਦਿਨੋਂ-ਦਿਨ ਵਿਸ਼ਥਾਰ ਪਾ ਰਿਹਾ ਹੈ। ਇਸ ਦੇ ਨਾਲ ਹੀ ਨਵੀਨ ਤਕਨਾਲੋਜੀਆਂ ਦੇ ਮਾਮਲੇ ਵਿੱਚ ਵੀ ਭਾਰਤ ਦੀ ਸਥਿਤੀ ਨਿਰਾਸ਼ ਕਰਨ ਵਾਲੀ ਹੈ।: [8, 463, 234, 553]
section-rule-2: [242, 984, 912, 985]
